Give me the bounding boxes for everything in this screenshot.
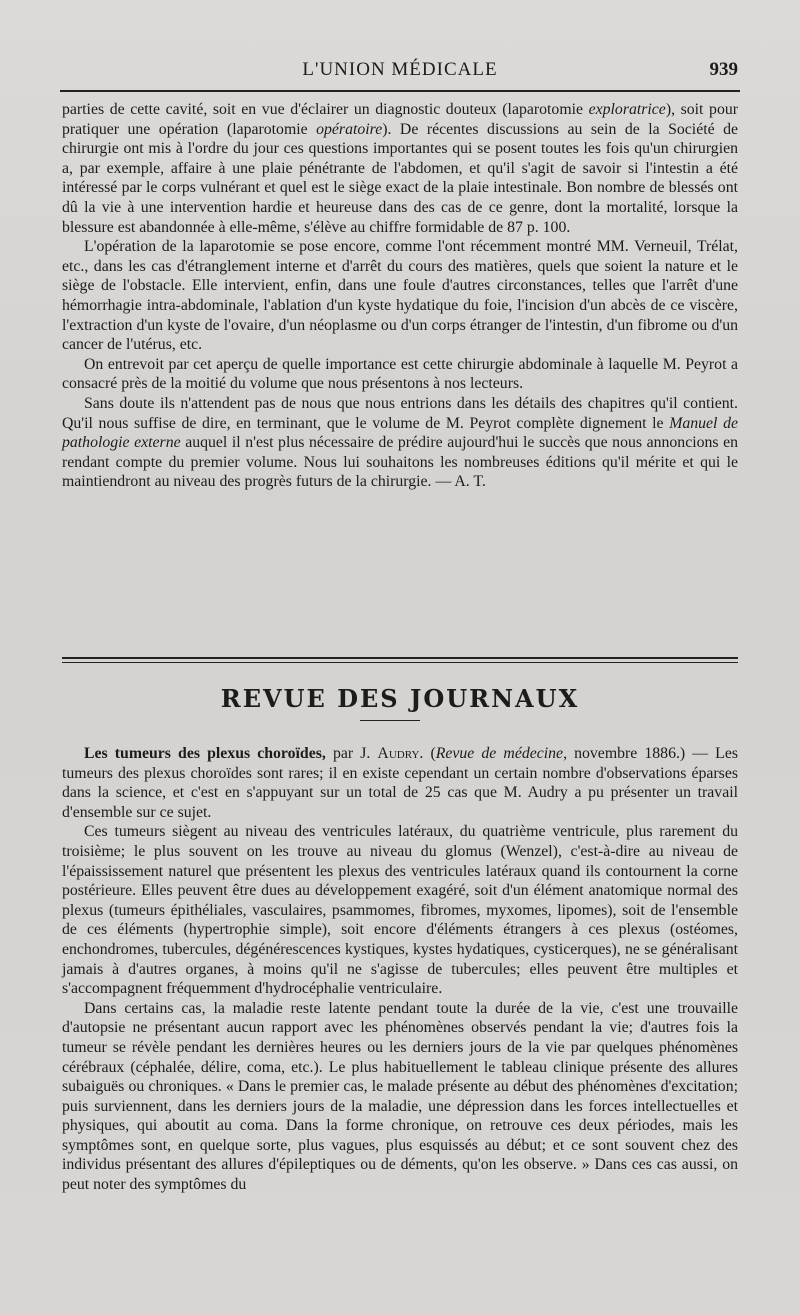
italic-term: opératoire xyxy=(316,120,383,138)
paragraph xyxy=(62,100,738,237)
text-run: auquel il n'est plus nécessaire de prédire aujourd'hui le succès que nous annoncions en rendant compte du premier volume. Nous lui souhaitons les nombreuses éditions qu'il mérite et qui le maintiendront au niveau des progrès futurs de la chirurgie. — A. T. xyxy=(62,434,739,491)
page-number: 939 xyxy=(709,59,738,80)
article-intro xyxy=(62,744,738,822)
running-title: L'UNION MÉDICALE xyxy=(302,59,498,80)
italic-title: Manuel de pathologie externe xyxy=(62,414,738,452)
paragraph: L'opération de la laparotomie se pose encore, comme l'ont récemment montré MM. Verneuil, Trélat, etc., dans les cas d'étranglement interne et d'arrêt du cours des matières, quels que soient la nature et le siège de l'obstacle. Elle intervient, enfin, dans une foule d'autres circonstances, telles que l'arrêt d'une hémorrhagie intra-abdominale, l'ablation d'un kyste hydatique du foie, l'incision d'un abcès de ce viscère, l'extraction d'un kyste de l'ovaire, d'un néoplasme ou d'un corps étranger de l'intestin, d'un fibrome ou d'un cancer de l'utérus, etc. xyxy=(62,238,738,354)
paragraph: On entrevoit par cet aperçu de quelle importance est cette chirurgie abdominale à laquelle M. Peyrot a consacré près de la moitié du volume que nous présentons à nos lecteurs. xyxy=(62,355,738,393)
article xyxy=(62,744,738,1195)
paragraph: Ces tumeurs siègent au niveau des ventricules latéraux, du quatrième ventricule, plus rarement du troisième; le plus souvent on les trouve au niveau du glomus (Wenzel), c'est-à-dire au niveau de l'épaississement naturel que présentent les plexus des ventricules latéraux quand ils contournent la corne postérieure. Elles peuvent être dues au développement exagéré, soit d'un élément anatomique normal des plexus (tumeurs épithéliales, vasculaires, psammomes, fibromes, myxomes, lipomes), soit de l'ensemble de ces éléments (hypertrophie simple), soit encore d'éléments étrangers à ces plexus (ostéomes, enchondromes, tubercules, dégénérescences kystiques, kystes hydatiques, cysticerques), ne se généralisant jamais à d'autres organes, à moins qu'il ne s'agisse de tubercules; elles peuvent être multiples et s'accompagnent fréquemment d'hydrocéphalie ventriculaire. xyxy=(62,823,738,998)
journal-name: Revue de médecine xyxy=(435,745,564,762)
running-head xyxy=(60,55,740,87)
title-underline xyxy=(360,720,420,721)
section-title: REVUE DES JOURNAUX xyxy=(220,684,580,713)
text-run: . ( xyxy=(419,745,436,762)
text-run: ), soit pour pratiquer une opération (laparotomie xyxy=(62,101,738,138)
review-continuation xyxy=(62,100,738,492)
paragraph: Dans certains cas, la maladie reste latente pendant toute la durée de la vie, c'est une trouvaille d'autopsie ne présentant aucun rapport avec les phénomènes observés pendant la vie; d'autres fois la tumeur se révèle pendant les dernières heures ou les derniers jours de la vie par quelques phénomènes cérébraux (céphalée, délire, coma, etc.). Le plus habituellement le tableau clinique présente des allures subaiguës ou chroniques. « Dans le premier cas, le malade présente au début des phénomènes d'excitation; puis surviennent, dans les derniers jours de la maladie, une dépression dans les forces intellectuelles et physiques, qui aboutit au coma. Dans la forme chronique, on retrouve ces deux périodes, mais les symptômes sont, en quelque sorte, plus vagues, plus esquissés au début; et ce sont souvent chez des individus présentant des allures d'épileptiques ou de déments, qu'on les observe. » Dans ces cas aussi, on peut noter des symptômes du xyxy=(62,999,738,1194)
section-separator xyxy=(62,657,738,663)
paragraph xyxy=(62,394,738,492)
article-title: Les tumeurs des plexus choroïdes, xyxy=(84,745,326,762)
text-run: , novembre 1886.) — Les tumeurs des plexus choroïdes sont rares; il en existe cependant un certain nombre d'observations éparses dans la science, et c'est en s'appuyant sur un total de 25 cas que M. Audry a pu présenter un travail d'ensemble sur ce sujet. xyxy=(62,745,738,821)
italic-term: exploratrice xyxy=(588,101,666,118)
article-author: Audry xyxy=(377,745,420,762)
text-run: ). De récentes discussions au sein de la Société de chirurgie ont mis à l'ordre du jour ces questions importantes qui se posent toutes les fois qu'un chirurgien a, par exemple, affaire à une plaie pénétrante de l'abdomen, et qu'il s'agit de savoir si l'intestin a été intéressé par le corps vulnérant et quel est le siège exact de la plaie intestinale. Bon nombre de blessés ont dû la vie à une intervention hardie et heureuse dans des cas de ce genre, dont la mortalité, lorsque la blessure est abandonnée à elle-même, s'élève au chiffre formidable de 87 p. 100. xyxy=(62,120,738,236)
text-run: par J. xyxy=(325,745,378,762)
header-rule xyxy=(60,90,740,92)
text-run: parties de cette cavité, soit en vue d'éclairer un diagnostic douteux (laparotomie xyxy=(62,101,589,118)
text-run: Sans doute ils n'attendent pas de nous que nous entrions dans les détails des chapitres qu'il contient. Qu'il nous suffise de dire, en terminant, que le volume de M. Peyrot complète dignement le xyxy=(62,394,738,432)
